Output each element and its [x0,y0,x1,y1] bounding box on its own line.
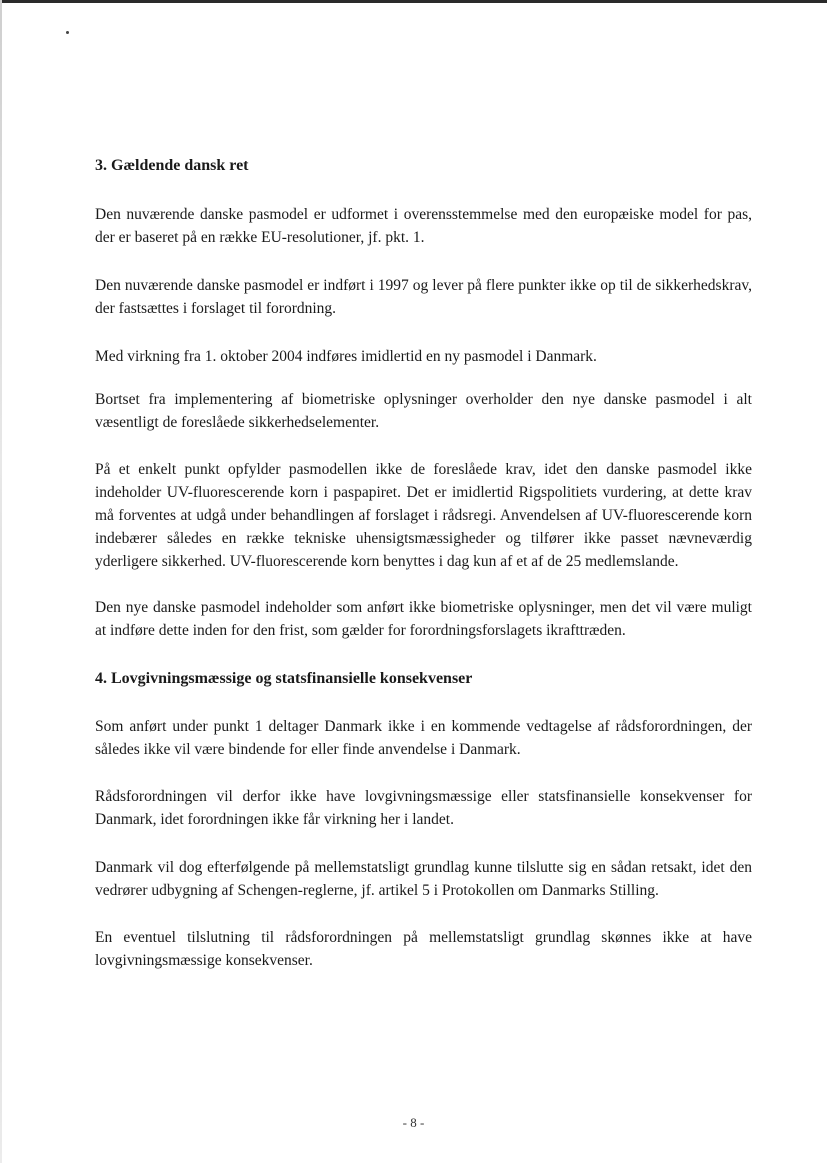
left-scan-edge [0,0,2,1163]
section-3-paragraph-1: Den nuværende danske pasmodel er udformet i overensstemmelse med den europæiske model for pas, der er baseret på en række EU-resolutioner, jf. pkt. 1. [95,206,752,246]
section-4-paragraph-4: En eventuel tilslutning til rådsforordningen på mellemstatsligt grundlag skønnes ikke at have lovgivningsmæssige konsekvenser. [95,929,752,969]
section-4-paragraph-3: Danmark vil dog efterfølgende på mellemstatsligt grundlag kunne tilslutte sig en sådan retsakt, idet den vedrører udbygning af Schengen-reglerne, jf. artikel 5 i Protokollen om Danmarks Stilling. [95,859,752,899]
section-4-heading: 4. Lovgivningsmæssige og statsfinansielle konsekvenser [95,670,473,687]
section-3-paragraph-5: På et enkelt punkt opfylder pasmodellen ikke de foreslåede krav, idet den danske pasmodel ikke indeholder UV-fluorescerende korn i paspapiret. Det er imidlertid Rigspolitiets vurdering, at dette krav må forventes at udgå under behandlingen af forslaget i rådsregi. Anvendelsen af UV-fluorescerende korn indebærer således en række tekniske uhensigtsmæssigheder og tilfører ikke passet nævneværdig yderligere sikkerhed. UV-fluorescerende korn benyttes i dag kun af et af de 25 medlemslande. [95,461,752,570]
top-border-rule [0,0,827,3]
section-4-paragraph-2: Rådsforordningen vil derfor ikke have lovgivningsmæssige eller statsfinansielle konsekvenser for Danmark, idet forordningen ikke får virkning her i landet. [95,788,752,828]
section-3-paragraph-2: Den nuværende danske pasmodel er indført i 1997 og lever på flere punkter ikke op til de sikkerhedskrav, der fastsættes i forslaget til forordning. [95,277,752,317]
section-3-heading: 3. Gældende dansk ret [95,157,249,174]
page-number: - 8 - [402,1115,425,1130]
scan-speck [66,31,69,34]
section-3-paragraph-3: Med virkning fra 1. oktober 2004 indføres imidlertid en ny pasmodel i Danmark. [95,348,597,365]
section-3-paragraph-6: Den nye danske pasmodel indeholder som anført ikke biometriske oplysninger, men det vil være muligt at indføre dette inden for den frist, som gælder for forordningsforslagets ikrafttræden. [95,599,752,639]
section-4-paragraph-1: Som anført under punkt 1 deltager Danmark ikke i en kommende vedtagelse af rådsforordningen, der således ikke vil være bindende for eller finde anvendelse i Danmark. [95,718,752,758]
section-3-paragraph-4: Bortset fra implementering af biometriske oplysninger overholder den nye danske pasmodel i alt væsentligt de foreslåede sikkerhedselementer. [95,391,752,431]
document-body [95,154,752,972]
